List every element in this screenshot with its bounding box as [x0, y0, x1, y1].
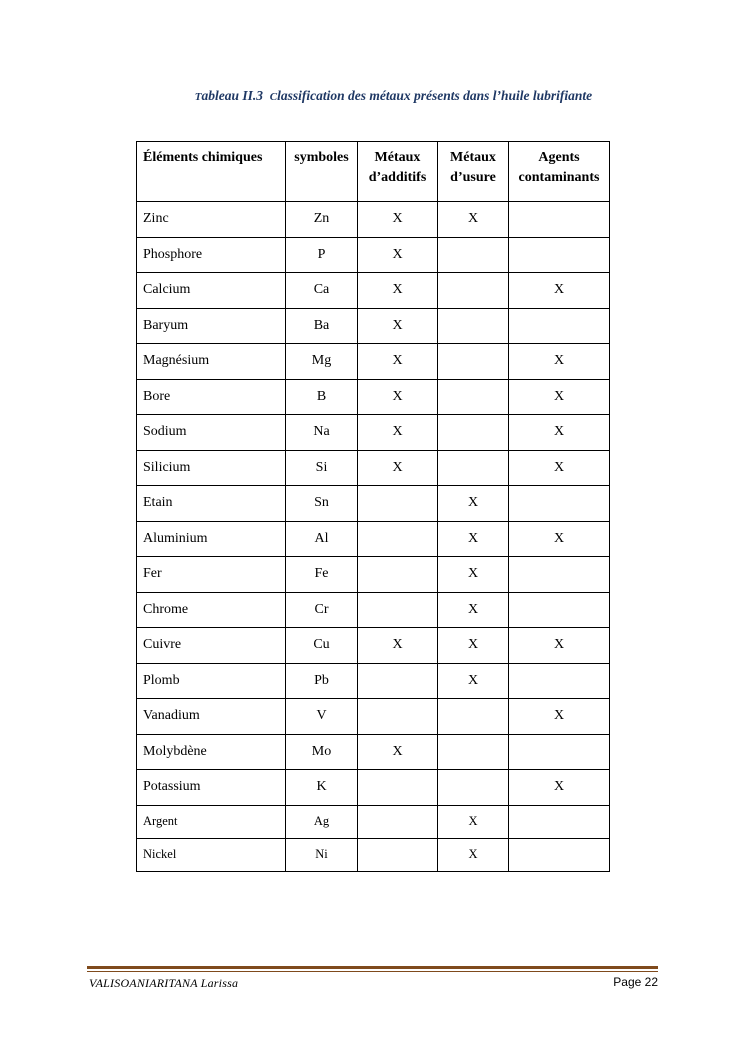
- cell-wear-mark: X: [438, 486, 509, 522]
- cell-additive-mark: [358, 557, 438, 593]
- cell-additive-mark: X: [358, 308, 438, 344]
- cell-additive-mark: [358, 521, 438, 557]
- table-row: [137, 308, 610, 344]
- cell-element: Calcium: [137, 273, 286, 309]
- cell-additive-mark: X: [358, 379, 438, 415]
- footer-rule-thick: [87, 966, 658, 969]
- caption-title-initial: C: [269, 91, 278, 103]
- cell-wear-mark: [438, 237, 509, 273]
- cell-element: Nickel: [137, 838, 286, 871]
- cell-contaminant-mark: [509, 734, 610, 770]
- cell-element: Phosphore: [137, 237, 286, 273]
- table-row: [137, 486, 610, 522]
- caption-label: ableau II.3: [201, 88, 264, 103]
- cell-contaminant-mark: X: [509, 770, 610, 806]
- cell-wear-mark: X: [438, 521, 509, 557]
- cell-symbol: Zn: [286, 202, 358, 238]
- cell-additive-mark: [358, 805, 438, 838]
- cell-wear-mark: X: [438, 805, 509, 838]
- cell-wear-mark: X: [438, 838, 509, 871]
- header-wear-metals: Métaux d’usure: [438, 142, 509, 202]
- cell-additive-mark: X: [358, 415, 438, 451]
- cell-element: Zinc: [137, 202, 286, 238]
- cell-additive-mark: [358, 592, 438, 628]
- cell-symbol: Mo: [286, 734, 358, 770]
- cell-element: Bore: [137, 379, 286, 415]
- table-header-row: [137, 142, 610, 202]
- cell-symbol: K: [286, 770, 358, 806]
- table-row: [137, 521, 610, 557]
- cell-element: Aluminium: [137, 521, 286, 557]
- cell-contaminant-mark: [509, 592, 610, 628]
- cell-symbol: V: [286, 699, 358, 735]
- cell-additive-mark: [358, 699, 438, 735]
- header-additive-metals: Métaux d’additifs: [358, 142, 438, 202]
- cell-element: Sodium: [137, 415, 286, 451]
- cell-symbol: Al: [286, 521, 358, 557]
- cell-additive-mark: [358, 486, 438, 522]
- cell-contaminant-mark: [509, 486, 610, 522]
- cell-symbol: Ni: [286, 838, 358, 871]
- table-row: [137, 450, 610, 486]
- cell-contaminant-mark: X: [509, 699, 610, 735]
- cell-symbol: Si: [286, 450, 358, 486]
- cell-additive-mark: X: [358, 237, 438, 273]
- footer-page-number: Page 22: [613, 975, 658, 989]
- cell-wear-mark: [438, 379, 509, 415]
- table-row: [137, 415, 610, 451]
- cell-wear-mark: [438, 273, 509, 309]
- footer-author: VALISOANIARITANA Larissa: [89, 976, 239, 990]
- cell-additive-mark: [358, 838, 438, 871]
- cell-wear-mark: [438, 770, 509, 806]
- cell-symbol: Ba: [286, 308, 358, 344]
- cell-additive-mark: [358, 663, 438, 699]
- cell-symbol: Mg: [286, 344, 358, 380]
- cell-additive-mark: X: [358, 628, 438, 664]
- cell-additive-mark: X: [358, 273, 438, 309]
- cell-symbol: Cr: [286, 592, 358, 628]
- cell-contaminant-mark: [509, 805, 610, 838]
- cell-wear-mark: X: [438, 592, 509, 628]
- cell-wear-mark: X: [438, 663, 509, 699]
- cell-contaminant-mark: X: [509, 450, 610, 486]
- cell-wear-mark: [438, 415, 509, 451]
- cell-element: Potassium: [137, 770, 286, 806]
- cell-symbol: B: [286, 379, 358, 415]
- cell-element: Baryum: [137, 308, 286, 344]
- cell-element: Vanadium: [137, 699, 286, 735]
- cell-element: Silicium: [137, 450, 286, 486]
- table-row: [137, 592, 610, 628]
- cell-contaminant-mark: X: [509, 628, 610, 664]
- cell-symbol: Fe: [286, 557, 358, 593]
- cell-wear-mark: [438, 344, 509, 380]
- table-row: [137, 805, 610, 838]
- table-caption: [0, 88, 745, 104]
- cell-element: Magnésium: [137, 344, 286, 380]
- caption-title: lassification des métaux présents dans l’huile lubrifiante: [277, 88, 593, 103]
- cell-element: Argent: [137, 805, 286, 838]
- header-symbols: symboles: [286, 142, 358, 202]
- table-row: [137, 663, 610, 699]
- cell-contaminant-mark: [509, 838, 610, 871]
- cell-contaminant-mark: [509, 557, 610, 593]
- cell-element: Chrome: [137, 592, 286, 628]
- cell-additive-mark: X: [358, 734, 438, 770]
- table-body: [137, 202, 610, 872]
- table-row: [137, 699, 610, 735]
- cell-additive-mark: X: [358, 344, 438, 380]
- table-row: [137, 273, 610, 309]
- cell-contaminant-mark: X: [509, 344, 610, 380]
- table-row: [137, 734, 610, 770]
- cell-symbol: P: [286, 237, 358, 273]
- caption-label-initial: T: [194, 91, 202, 103]
- cell-wear-mark: [438, 699, 509, 735]
- cell-contaminant-mark: X: [509, 415, 610, 451]
- cell-element: Fer: [137, 557, 286, 593]
- cell-contaminant-mark: [509, 202, 610, 238]
- cell-additive-mark: [358, 770, 438, 806]
- cell-symbol: Cu: [286, 628, 358, 664]
- table-row: [137, 770, 610, 806]
- table-row: [137, 344, 610, 380]
- cell-symbol: Sn: [286, 486, 358, 522]
- cell-contaminant-mark: [509, 308, 610, 344]
- table-row: [137, 237, 610, 273]
- cell-element: Molybdène: [137, 734, 286, 770]
- table-row: [137, 202, 610, 238]
- cell-contaminant-mark: X: [509, 273, 610, 309]
- table-row: [137, 557, 610, 593]
- cell-contaminant-mark: X: [509, 521, 610, 557]
- header-contaminants: Agents contaminants: [509, 142, 610, 202]
- table-row: [137, 379, 610, 415]
- cell-element: Etain: [137, 486, 286, 522]
- cell-symbol: Ca: [286, 273, 358, 309]
- cell-symbol: Ag: [286, 805, 358, 838]
- metals-classification-table: [136, 141, 610, 872]
- table-row: [137, 628, 610, 664]
- cell-additive-mark: X: [358, 202, 438, 238]
- cell-symbol: Pb: [286, 663, 358, 699]
- cell-contaminant-mark: [509, 663, 610, 699]
- cell-contaminant-mark: X: [509, 379, 610, 415]
- cell-element: Cuivre: [137, 628, 286, 664]
- footer-rule-thin: [87, 971, 658, 972]
- cell-wear-mark: X: [438, 202, 509, 238]
- cell-additive-mark: X: [358, 450, 438, 486]
- cell-wear-mark: X: [438, 628, 509, 664]
- cell-wear-mark: X: [438, 557, 509, 593]
- cell-symbol: Na: [286, 415, 358, 451]
- table-row: [137, 838, 610, 871]
- cell-wear-mark: [438, 734, 509, 770]
- cell-element: Plomb: [137, 663, 286, 699]
- cell-wear-mark: [438, 308, 509, 344]
- cell-wear-mark: [438, 450, 509, 486]
- header-elements: Éléments chimiques: [137, 142, 286, 202]
- cell-contaminant-mark: [509, 237, 610, 273]
